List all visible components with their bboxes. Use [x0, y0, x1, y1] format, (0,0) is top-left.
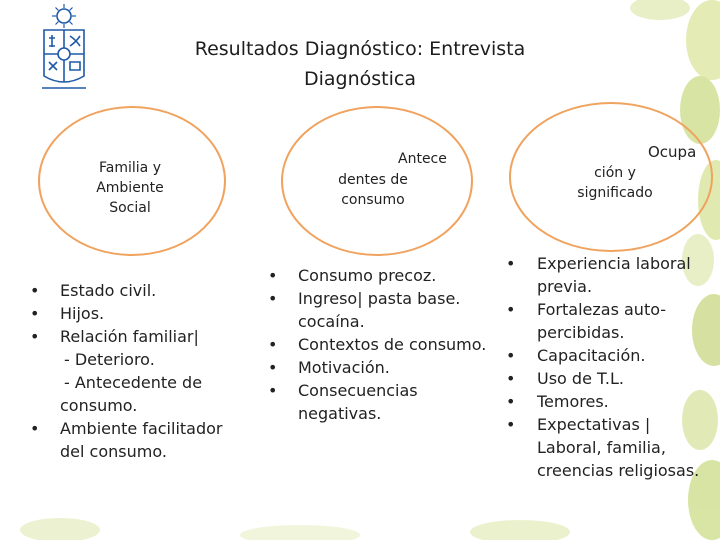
list-item-text: - Deterioro. [64, 350, 155, 369]
list-item-text: Contextos de consumo. [298, 335, 487, 354]
list-item-text: Consumo precoz. [298, 266, 437, 285]
list-item [30, 417, 250, 440]
list-item [268, 379, 504, 402]
list-item-text: Laboral, familia, [537, 438, 666, 457]
list-item-text: - Antecedente de [64, 373, 203, 392]
list-item-text: Motivación. [298, 358, 390, 377]
label-line: Social [109, 200, 151, 216]
list-item-text: negativas. [298, 404, 382, 423]
circle-label-ocupacion [560, 163, 670, 203]
list-item [30, 325, 250, 348]
list-item-text: cocaína. [298, 312, 365, 331]
list-item-continuation [506, 321, 716, 344]
list-item-text: percibidas. [537, 323, 625, 342]
list-item [30, 302, 250, 325]
list-item-continuation [268, 402, 504, 425]
list-item [268, 333, 504, 356]
list-item-text: Relación familiar| [60, 327, 199, 346]
bullet-dot: • [506, 415, 516, 434]
list-item [506, 344, 716, 367]
list-item [30, 279, 250, 302]
circle-label-familia [70, 158, 190, 218]
list-item-text: consumo. [60, 396, 138, 415]
list-familia [30, 279, 250, 463]
label-line: significado [577, 185, 653, 201]
list-item-text: Hijos. [60, 304, 105, 323]
circle-label-antecedentes-top: Antece [398, 151, 447, 167]
list-item-continuation [506, 275, 716, 298]
list-item-continuation [30, 394, 250, 417]
list-item-continuation [506, 459, 716, 482]
list-item-text: creencias religiosas. [537, 461, 700, 480]
list-item-continuation [268, 310, 504, 333]
list-item [268, 264, 504, 287]
list-antecedentes [268, 264, 504, 425]
list-item-text: Experiencia laboral [537, 254, 691, 273]
label-line: ción y [594, 165, 636, 181]
title-line-1: Resultados Diagnóstico: Entrevista [194, 38, 526, 60]
list-ocupacion [506, 252, 716, 482]
list-item [268, 287, 504, 310]
list-item-continuation [506, 436, 716, 459]
bullet-dot: • [506, 300, 516, 319]
label-line: consumo [341, 192, 405, 208]
bullet-dot: • [30, 327, 40, 346]
list-item-text: Capacitación. [537, 346, 646, 365]
list-item [506, 252, 716, 275]
bullet-dot: • [506, 369, 516, 388]
bullet-dot: • [30, 281, 40, 300]
list-item-text: del consumo. [60, 442, 167, 461]
list-item-text: Uso de T.L. [537, 369, 624, 388]
list-item-text: Consecuencias [298, 381, 418, 400]
list-item [506, 390, 716, 413]
bullet-dot: • [506, 254, 516, 273]
list-item [506, 367, 716, 390]
circle-label-ocupacion-top: Ocupa [648, 143, 697, 161]
bullet-dot: • [268, 358, 278, 377]
university-crest-icon [40, 2, 88, 90]
list-item-text: Ambiente facilitador [60, 419, 223, 438]
list-item [506, 298, 716, 321]
list-item-text: Temores. [537, 392, 609, 411]
list-item [268, 356, 504, 379]
bullet-dot: • [268, 335, 278, 354]
list-item-text: Ingreso| pasta base. [298, 289, 461, 308]
label-line: Familia y [99, 160, 161, 176]
bullet-dot: • [506, 392, 516, 411]
label-line: Ambiente [96, 180, 164, 196]
list-item-text: previa. [537, 277, 593, 296]
title-line-2: Diagnóstica [304, 68, 416, 90]
bullet-dot: • [268, 266, 278, 285]
list-item-continuation [30, 348, 250, 371]
bullet-dot: • [30, 304, 40, 323]
circle-label-antecedentes [318, 170, 428, 210]
bullet-dot: • [30, 419, 40, 438]
label-line: dentes de [338, 172, 408, 188]
bullet-dot: • [268, 289, 278, 308]
bullet-dot: • [268, 381, 278, 400]
list-item-text: Estado civil. [60, 281, 157, 300]
list-item-text: Fortalezas auto- [537, 300, 667, 319]
list-item-text: Expectativas | [537, 415, 651, 434]
page-title [150, 34, 570, 94]
list-item-continuation [30, 371, 250, 394]
list-item-continuation [30, 440, 250, 463]
list-item [506, 413, 716, 436]
bullet-dot: • [506, 346, 516, 365]
